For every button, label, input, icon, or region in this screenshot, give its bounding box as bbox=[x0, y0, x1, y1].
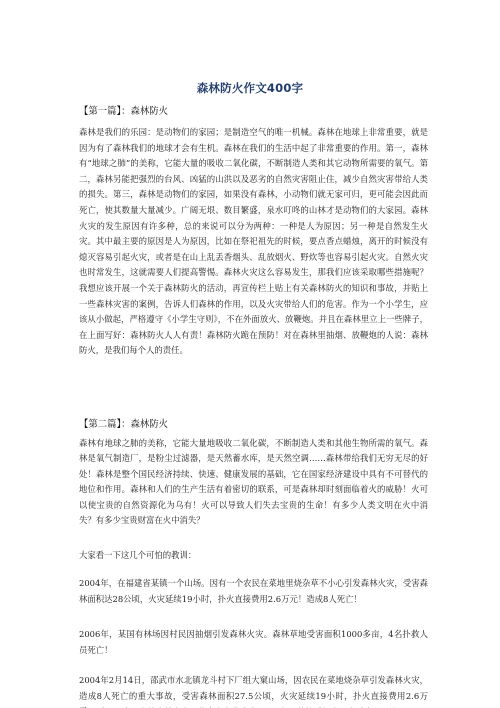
section-1-body: 森林是我们的乐园：是动物们的家园；是制造空气的唯一机械。森林在地球上非常重要，就是因为有了森林我们的地球才会有生机。森林在我们的生活中起了非常重要的作用。第一，森林有“地球之肺”的美称，它能大量的吸收二氧化碳，不断制造人类和其它动物所需要的氧气。第二，森林另能把强烈的台风、凶猛的山洪以及恶劣的自然灾害阻止住，减少自然灾害带给人类的损失。第三，森林是动物们的家园，如果没有森林，小动物们就无家可归，更可能会因此而死亡，使其数量大量减少。广阔无垠、数目繁盛，泉水叮咚的山林才是动物们的大家园。森林火灾的发生原因有许多种，总的来说可以分为两种：一种是人为原因；另一种是自然发生火灾。其中最主要的原因是人为原因，比如在祭祀祖先的时候，要点香点蜡烛，离开的时候没有熄灭容易引起火灾，或者是在山上乱丢香烟头、乱放烟火、野炊等也容易引起火灾。自然火灾也时常发生，这就需要人们提高警惕。森林火灾这么容易发生，那我们应该采取哪些措施呢？我想应该开展一个关于森林防火的活动，再宣传栏上贴上有关森林防火的知识和事故，并贴上一些森林灾害的案例，告诉人们森林的作用，以及火灾带给人们的危害。作为一个小学生，应该从小做起，严格遵守《小学生守则》，不在外面放火、放鞭炮。并且在森林里立上一些牌子，在上面写好：森林防火人人有责！森林防火跪在预防！对在森林里抽烟、放鞭炮的人说：森林防火，是我们每个人的责任。 bbox=[79, 127, 428, 356]
case-paragraph: 2004年，在福建省某镇一个山场。因有一个农民在菜地里烧杂草不小心引发森林火灾，受害森林面积达28公顷，火灾延续19小时，扑火直接费用2.6万元！造成8人死亡！ bbox=[79, 578, 428, 604]
case-paragraph: 2004年2月14日，邵武市水北镇龙斗村下厂组大窠山场，因农民在菜地烧杂草引发森林火灾，造成8人死亡的重大事故，受害森林面积27.5公顷，火灾延续19小时，扑火直接费用2.6万 bbox=[79, 675, 428, 701]
section-2-intro: 大家看一下这几个可怕的教训： bbox=[79, 550, 197, 560]
case-paragraph: 2006年，某国有林场因村民因抽烟引发森林火灾。森林草地受害面积1000多亩，4名扑救人员死亡！ bbox=[79, 629, 428, 655]
document-title: 森林防火作文400字 bbox=[196, 81, 304, 95]
section-2-heading: 【第二篇】：森林防火 bbox=[79, 419, 169, 430]
section-1-heading: 【第一篇】：森林防火 bbox=[79, 106, 169, 117]
section-2-body: 森林有地球之肺的美称，它能大量地吸收二氧化碳，不断制造人类和其他生物所需的氧气。森林是氧气制造厂，是粉尘过滤器，是天然蓄水库，是天然空调……森林带给我们无穷无尽的好处！森林是整个国民经济持续、快速、健康发展的基础，它在国家经济建设中具有不可替代的地位和作用。森林和人们的生产生活有着密切的联系，可是森林却时刻面临着火的威胁！火可以使宝贵的自然资源化为乌有！火可以导致人们失去宝贵的生命！有多少人类文明在火中消失？有多少宝贵财富在火中消失？ bbox=[79, 438, 428, 526]
